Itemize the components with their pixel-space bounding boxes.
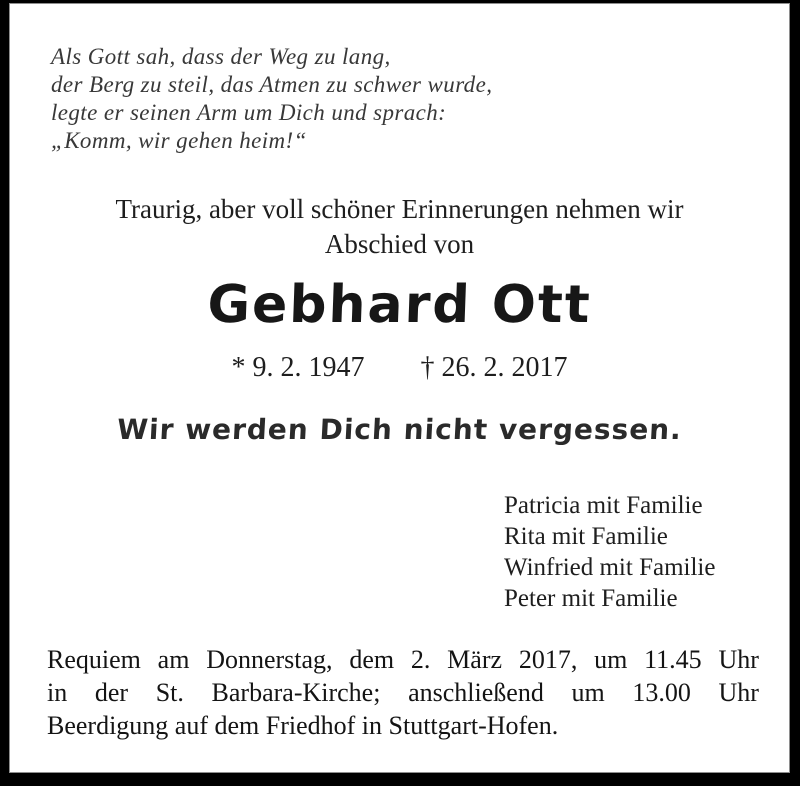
mourner-item: Peter mit Familie — [504, 585, 678, 612]
poem-line: legte er seinen Arm um Dich und sprach: — [51, 100, 447, 125]
poem-line: der Berg zu steil, das Atmen zu schwer wurde, — [51, 72, 493, 97]
obituary-card — [9, 3, 790, 773]
poem-block — [51, 43, 492, 155]
funeral-line: Requiem am Donnerstag, dem 2. März 2017, um 11.45 Uhr — [47, 645, 759, 674]
poem-line: „Komm, wir gehen heim!“ — [51, 128, 307, 153]
mourner-item: Patricia mit Familie — [504, 492, 703, 519]
death-cross-symbol: † — [420, 352, 435, 383]
life-dates — [10, 350, 789, 386]
poem-line: Als Gott sah, dass der Weg zu lang, — [51, 44, 391, 69]
mourner-item: Rita mit Familie — [504, 523, 668, 550]
birth-date — [232, 350, 365, 386]
death-date-value: 26. 2. 2017 — [441, 352, 568, 383]
birth-star-symbol: * — [231, 352, 246, 383]
intro-line: Traurig, aber voll schöner Erinnerungen nehmen wir — [115, 194, 684, 224]
mourners-list — [504, 490, 715, 614]
farewell-line: Wir werden Dich nicht vergessen. — [116, 413, 683, 446]
mourner-item: Winfried mit Familie — [504, 554, 716, 581]
funeral-line: in der St. Barbara-Kirche; anschließend um 13.00 Uhr — [47, 678, 759, 707]
intro-line: Abschied von — [324, 229, 475, 259]
deceased-name: Gebhard Ott — [206, 275, 593, 335]
funeral-details — [47, 643, 759, 742]
birth-date-value: 9. 2. 1947 — [252, 352, 365, 383]
funeral-line: Beerdigung auf dem Friedhof in Stuttgart-Hofen. — [47, 711, 559, 740]
death-date — [421, 350, 568, 386]
intro-block — [10, 192, 789, 262]
